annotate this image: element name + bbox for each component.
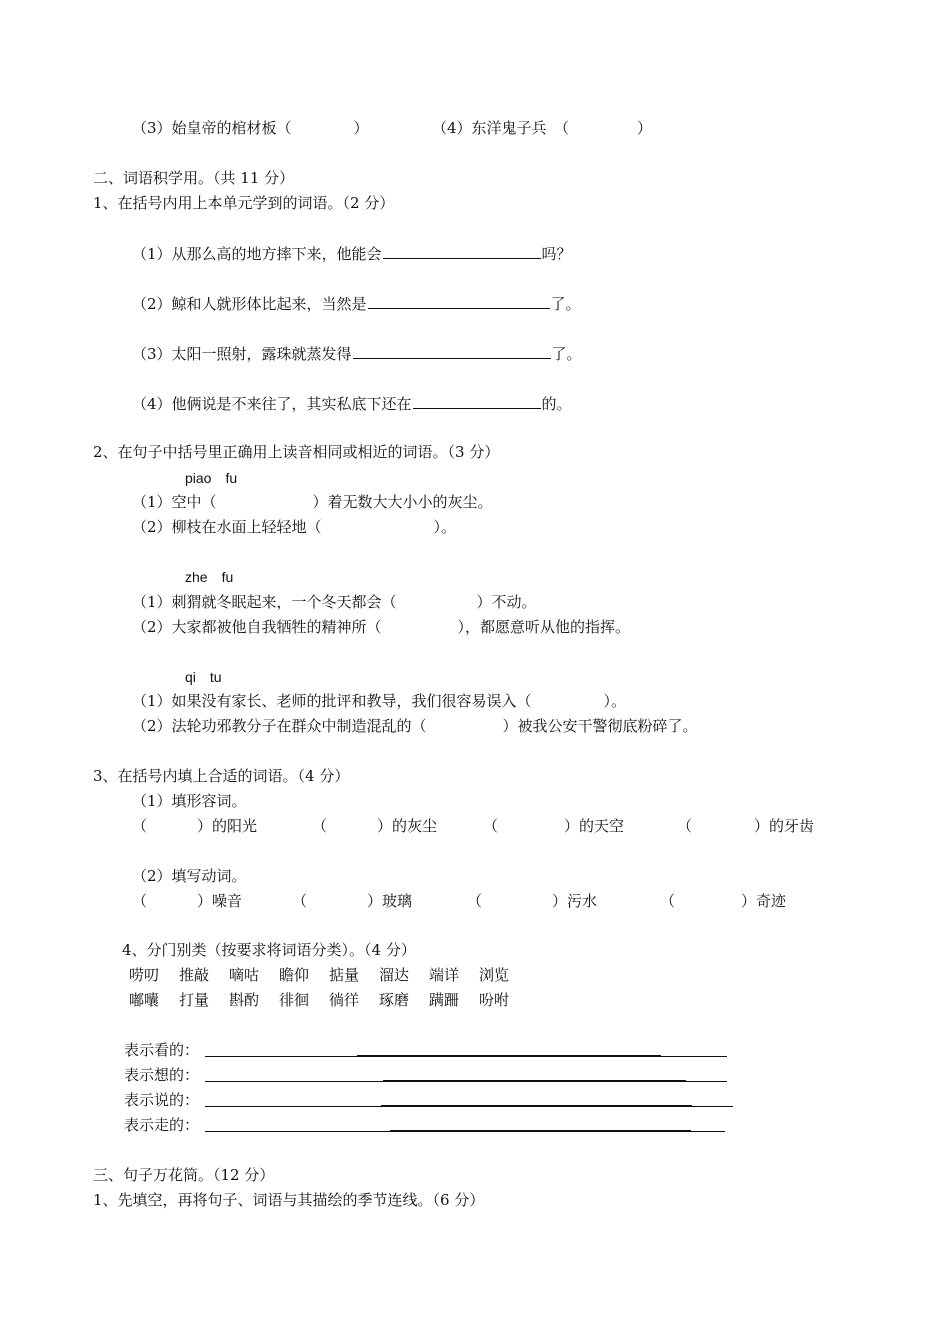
word: 瞻仰 <box>279 966 310 984</box>
word: 掂量 <box>329 966 360 984</box>
answer-line[interactable] <box>691 1131 725 1132</box>
pinyin-label: zhe fu <box>185 569 234 585</box>
q2-title: 2、在句子中括号里正确用上读音相同或相近的词语。（3 分） <box>93 443 500 461</box>
answer-line[interactable] <box>205 1131 390 1132</box>
q4-title: 4、分门别类（按要求将词语分类）。（4 分） <box>122 941 416 959</box>
word: 吩咐 <box>479 991 510 1009</box>
answer-line[interactable] <box>205 1056 357 1057</box>
answer-line[interactable] <box>692 1106 733 1107</box>
answer-blank[interactable] <box>383 243 541 259</box>
q3-adj-item: （ ）的牙齿 <box>677 817 815 835</box>
answer-line[interactable] <box>205 1106 381 1107</box>
q1-item-1: （1）从那么高的地方摔下来，他能会 吗？ <box>132 245 572 263</box>
q2-g1-s2: （2）柳枝在水面上轻轻地（ ）。 <box>132 518 457 536</box>
answer-line[interactable] <box>661 1056 727 1057</box>
q3-verb-item: （ ）噪音 <box>132 892 243 910</box>
word: 嘀咕 <box>229 966 260 984</box>
answer-line[interactable] <box>686 1081 727 1082</box>
q3-verb-item: （ ）污水 <box>467 892 598 910</box>
top-item-3: （3）始皇帝的棺材板（ ） <box>132 119 369 137</box>
word: 斟酌 <box>229 991 260 1009</box>
category-label-say: 表示说的： <box>124 1091 200 1109</box>
answer-blank[interactable] <box>368 293 550 309</box>
q3-title: 3、在括号内填上合适的词语。（4 分） <box>93 767 350 785</box>
word: 徘徊 <box>279 991 310 1009</box>
word: 嘟囔 <box>129 991 160 1009</box>
q3-adj-item: （ ）的阳光 <box>132 817 258 835</box>
pinyin-label: qi tu <box>185 669 222 685</box>
q3-adj-title: （1）填形容词。 <box>132 792 247 810</box>
q1-title: 1、在括号内用上本单元学到的词语。（2 分） <box>93 194 395 212</box>
answer-line[interactable] <box>383 1080 686 1082</box>
q1-item-3: （3）太阳一照射，露珠就蒸发得 了。 <box>132 345 582 363</box>
answer-line[interactable] <box>357 1055 661 1057</box>
answer-blank[interactable] <box>353 343 551 359</box>
q4-word-row-2 <box>129 990 529 1010</box>
q2-g3-s1: （1）如果没有家长、老师的批评和教导，我们很容易误入（ ）。 <box>132 692 627 710</box>
category-label-look: 表示看的： <box>124 1041 200 1059</box>
q3-adj-item: （ ）的天空 <box>483 817 625 835</box>
q4-word-row-1 <box>129 965 529 985</box>
word: 蹒跚 <box>429 991 460 1009</box>
q3-adj-item: （ ）的灰尘 <box>312 817 438 835</box>
q3-verb-title: （2）填写动词。 <box>132 867 247 885</box>
word: 唠叨 <box>129 966 160 984</box>
answer-line[interactable] <box>381 1105 692 1107</box>
q3-verb-item: （ ）玻璃 <box>292 892 413 910</box>
word: 打量 <box>179 991 210 1009</box>
category-label-walk: 表示走的： <box>124 1116 200 1134</box>
q1-item-4: （4）他俩说是不来往了，其实私底下还在 的。 <box>132 395 572 413</box>
top-item-4: （4）东洋鬼子兵 （ ） <box>432 119 653 137</box>
word: 徜徉 <box>329 991 360 1009</box>
pinyin-label: piao fu <box>185 470 238 486</box>
word: 溜达 <box>379 966 410 984</box>
answer-blank[interactable] <box>413 393 541 409</box>
q3-verb-item: （ ）奇迹 <box>660 892 787 910</box>
category-label-think: 表示想的： <box>124 1066 200 1084</box>
section-3-q1-title: 1、先填空，再将句子、词语与其描绘的季节连线。（6 分） <box>93 1191 485 1209</box>
q1-item-2: （2）鲸和人就形体比起来，当然是 了。 <box>132 295 581 313</box>
q2-g2-s1: （1）刺猬就冬眠起来，一个冬天都会（ ）不动。 <box>132 593 537 611</box>
q2-g2-s2: （2）大家都被他自我牺牲的精神所（ ），都愿意听从他的指挥。 <box>132 618 631 636</box>
word: 琢磨 <box>379 991 410 1009</box>
section-2-heading: 二、词语积学用。（共 11 分） <box>93 169 295 187</box>
answer-line[interactable] <box>390 1130 691 1132</box>
word: 推敲 <box>179 966 210 984</box>
q2-g1-s1: （1）空中（ ）着无数大大小小的灰尘。 <box>132 493 493 511</box>
word: 浏览 <box>479 966 510 984</box>
word: 端详 <box>429 966 460 984</box>
answer-line[interactable] <box>205 1081 383 1082</box>
section-3-heading: 三、句子万花筒。（12 分） <box>93 1166 275 1184</box>
q2-g3-s2: （2）法轮功邪教分子在群众中制造混乱的（ ）被我公安干警彻底粉碎了。 <box>132 717 698 735</box>
